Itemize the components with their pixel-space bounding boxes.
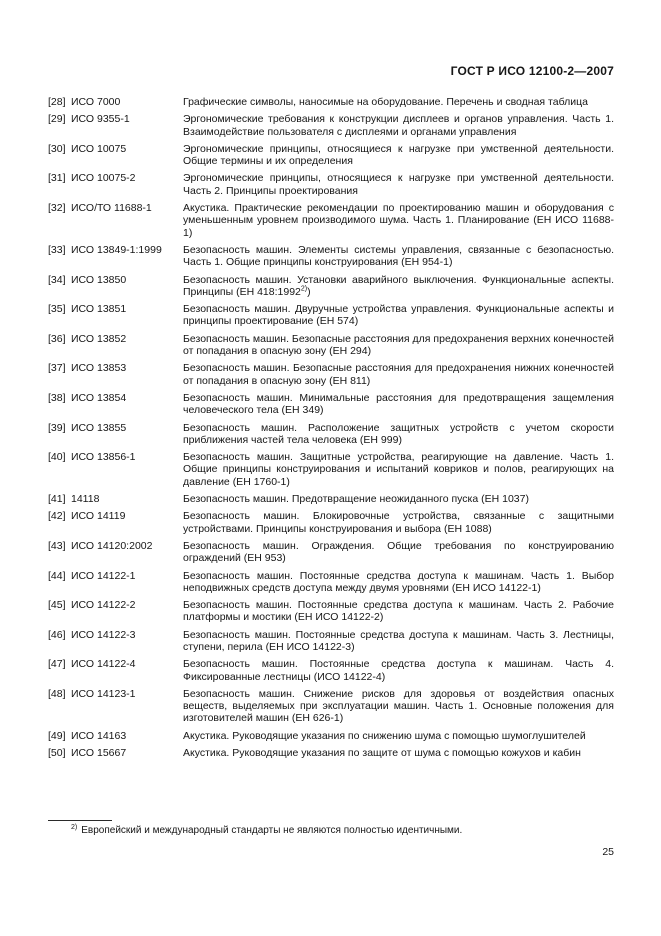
reference-code: ИСО/ТО 11688-1 [71, 202, 152, 215]
reference-code: ИСО 7000 [71, 96, 121, 108]
reference-number: [47] [48, 658, 66, 671]
reference-id [48, 493, 183, 505]
reference-entry [48, 113, 614, 138]
reference-entry [48, 172, 614, 197]
reference-description: Эргономические требования к конструкции дисплеев и органов управления. Часть 1. Взаимодействие пользователя с дисплеями и органами управления [183, 113, 614, 138]
reference-entry [48, 143, 614, 168]
reference-description: Безопасность машин. Снижение рисков для здоровья от воздействия опасных веществ, выделяемых при эксплуатации машин. Часть 1. Основные положения для изготовителей машин (ЕН 626-1) [183, 687, 614, 725]
reference-code: 14118 [71, 493, 100, 506]
reference-id [48, 96, 183, 108]
reference-description-text: Безопасность машин. Установки аварийного выключения. Функциональные аспекты. Принципы (ЕН 418:1992 [183, 273, 614, 298]
footnote [48, 820, 614, 837]
reference-number: [29] [48, 113, 66, 126]
footnote-body: Европейский и международный стандарты не являются полностью идентичными. [81, 825, 463, 836]
reference-id [48, 362, 183, 387]
reference-description: Безопасность машин. Минимальные расстояния для предотвращения защемления человеческого тела (ЕН 349) [183, 391, 614, 417]
reference-code: ИСО 10075-2 [71, 172, 136, 185]
reference-description [183, 274, 614, 299]
reference-entry [48, 747, 614, 759]
page-number: 25 [602, 846, 614, 858]
reference-code: ИСО 10075 [71, 142, 127, 155]
reference-number: [40] [48, 451, 66, 464]
reference-code: ИСО 14122-3 [71, 628, 136, 641]
reference-description: Безопасность машин. Защитные устройства, реагирующие на давление. Часть 1. Общие принципы конструирования и испытаний ковриков и полов, реагирующих на давление (ЕН 1760-1) [183, 451, 614, 488]
reference-description: Безопасность машин. Ограждения. Общие требования по конструированию ограждений (ЕН 953) [183, 539, 614, 565]
reference-id [48, 510, 183, 535]
reference-number: [38] [48, 391, 66, 404]
reference-description-text: ) [307, 285, 311, 298]
reference-code: ИСО 13850 [71, 273, 127, 286]
reference-id [48, 540, 183, 565]
reference-entry [48, 599, 614, 624]
reference-entry [48, 493, 614, 505]
reference-number: [28] [48, 96, 66, 108]
reference-entry [48, 96, 614, 108]
reference-entry [48, 658, 614, 683]
reference-description: Эргономические принципы, относящиеся к нагрузке при умственной деятельности. Часть 2. Принципы проектирования [183, 172, 614, 197]
reference-entry [48, 451, 614, 488]
reference-description: Безопасность машин. Предотвращение неожиданного пуска (ЕН 1037) [183, 493, 529, 506]
reference-code: ИСО 14122-2 [71, 599, 136, 612]
reference-id [48, 451, 183, 488]
reference-number: [34] [48, 273, 66, 286]
reference-description: Эргономические принципы, относящиеся к нагрузке при умственной деятельности. Общие термины и их определения [183, 142, 614, 168]
reference-id [48, 202, 183, 239]
reference-id [48, 244, 183, 269]
reference-id [48, 143, 183, 168]
reference-id [48, 570, 183, 595]
bibliography-reference-list [48, 96, 614, 764]
reference-number: [50] [48, 747, 66, 760]
reference-code: ИСО 15667 [71, 747, 127, 760]
reference-description: Акустика. Руководящие указания по защите от шума с помощью кожухов и кабин [183, 747, 581, 760]
reference-code: ИСО 14123-1 [71, 687, 136, 700]
reference-code: ИСО 13855 [71, 421, 127, 434]
reference-code: ИСО 14122-4 [71, 658, 136, 671]
reference-id [48, 422, 183, 447]
reference-description: Безопасность машин. Постоянные средства доступа к машинам. Часть 1. Выбор неподвижных средств доступа между двумя уровнями (ЕН ИСО 14122-1) [183, 569, 614, 594]
footnote-divider [48, 820, 112, 821]
reference-number: [31] [48, 172, 66, 185]
reference-entry [48, 244, 614, 269]
reference-number: [44] [48, 569, 66, 582]
reference-number: [42] [48, 510, 66, 523]
reference-code: ИСО 14119 [71, 510, 126, 523]
reference-entry [48, 422, 614, 447]
reference-id [48, 658, 183, 683]
reference-description: Безопасность машин. Безопасные расстояния для предохранения нижних конечностей от попадания в опасную зону (ЕН 811) [183, 362, 614, 387]
reference-id [48, 392, 183, 417]
reference-id [48, 274, 183, 299]
reference-entry [48, 303, 614, 328]
reference-id [48, 333, 183, 358]
reference-number: [30] [48, 142, 66, 155]
reference-code: ИСО 14163 [71, 729, 127, 742]
reference-entry [48, 510, 614, 535]
reference-number: [46] [48, 628, 66, 641]
reference-entry [48, 274, 614, 299]
reference-description: Акустика. Руководящие указания по снижению шума с помощью шумоглушителей [183, 729, 586, 742]
reference-description: Безопасность машин. Постоянные средства доступа к машинам. Часть 4. Фиксированные лестницы (ИСО 14122-4) [183, 658, 614, 683]
reference-id [48, 629, 183, 654]
reference-id [48, 172, 183, 197]
reference-description: Акустика. Практические рекомендации по проектированию машин и оборудования с уменьшенным уровнем производимого шума. Часть 1. Планирование (ЕН ИСО 11688-1) [183, 202, 614, 239]
reference-entry [48, 333, 614, 358]
reference-number: [37] [48, 362, 66, 375]
reference-code: ИСО 14122-1 [71, 569, 136, 582]
reference-number: [33] [48, 243, 66, 256]
reference-description: Безопасность машин. Постоянные средства доступа к машинам. Часть 2. Рабочие платформы и мостики (ЕН ИСО 14122-2) [183, 599, 614, 624]
reference-id [48, 730, 183, 742]
reference-number: [48] [48, 687, 66, 700]
reference-entry [48, 392, 614, 417]
footnote-marker: 2) [71, 823, 78, 831]
reference-id [48, 113, 183, 138]
reference-entry [48, 540, 614, 565]
reference-code: ИСО 14120:2002 [71, 539, 153, 552]
reference-id [48, 688, 183, 725]
reference-entry [48, 730, 614, 742]
reference-number: [39] [48, 421, 66, 434]
reference-code: ИСО 9355-1 [71, 113, 130, 126]
reference-description: Безопасность машин. Элементы системы управления, связанные с безопасностью. Часть 1. Общие принципы конструирования (ЕН 954-1) [183, 243, 614, 269]
footnote-reference-marker: 2) [300, 285, 308, 293]
reference-description: Безопасность машин. Двуручные устройства управления. Функциональные аспекты и принципы проектирование (ЕН 574) [183, 303, 614, 328]
footnote-text [48, 825, 614, 837]
reference-id [48, 747, 183, 759]
reference-number: [35] [48, 303, 66, 316]
reference-id [48, 599, 183, 624]
reference-code: ИСО 13856-1 [71, 451, 136, 464]
reference-code: ИСО 13852 [71, 332, 127, 345]
reference-number: [41] [48, 493, 66, 506]
reference-description: Графические символы, наносимые на оборудование. Перечень и сводная таблица [183, 96, 588, 108]
reference-id [48, 303, 183, 328]
reference-number: [49] [48, 729, 66, 742]
reference-code: ИСО 13849-1:1999 [71, 243, 162, 256]
reference-code: ИСО 13853 [71, 362, 127, 375]
reference-description: Безопасность машин. Безопасные расстояния для предохранения верхних конечностей от попадания в опасную зону (ЕН 294) [183, 332, 614, 358]
reference-entry [48, 570, 614, 595]
reference-entry [48, 629, 614, 654]
running-header-standard-designation: ГОСТ Р ИСО 12100-2—2007 [450, 64, 614, 78]
reference-description: Безопасность машин. Блокировочные устройства, связанные с защитными устройствами. Принципы конструирования и выбора (ЕН 1088) [183, 510, 614, 535]
reference-entry [48, 202, 614, 239]
reference-number: [32] [48, 202, 66, 215]
reference-number: [43] [48, 539, 66, 552]
reference-entry [48, 688, 614, 725]
reference-code: ИСО 13851 [71, 303, 127, 316]
reference-description: Безопасность машин. Постоянные средства доступа к машинам. Часть 3. Лестницы, ступени, перила (ЕН ИСО 14122-3) [183, 628, 614, 653]
reference-code: ИСО 13854 [71, 391, 127, 404]
reference-description: Безопасность машин. Расположение защитных устройств с учетом скорости приближения частей тела человека (ЕН 999) [183, 421, 614, 446]
reference-number: [45] [48, 599, 66, 612]
reference-entry [48, 362, 614, 387]
reference-number: [36] [48, 332, 66, 345]
